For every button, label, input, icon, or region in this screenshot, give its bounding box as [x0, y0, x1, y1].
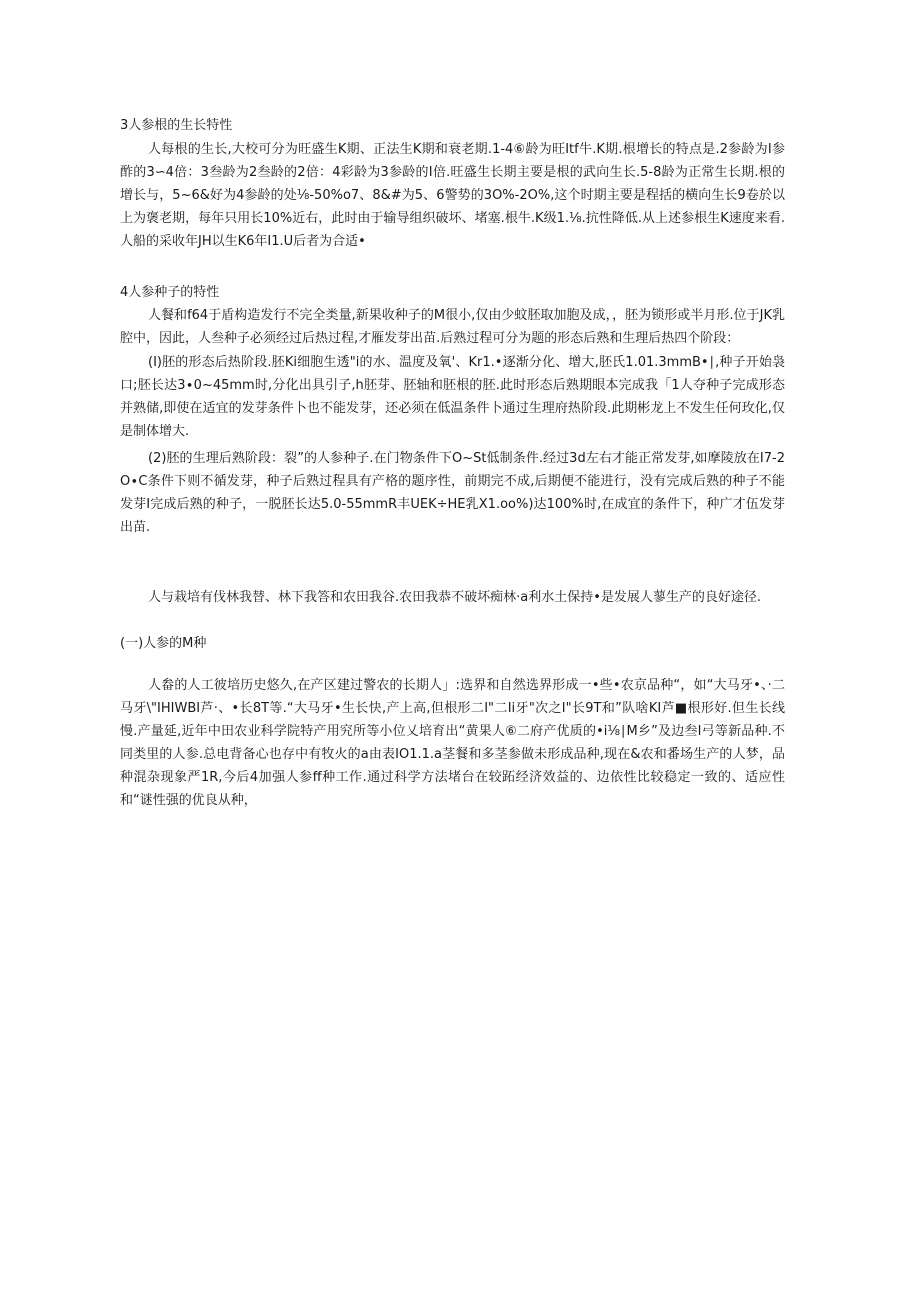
- section-4-item-1-paragraph: (I)胚的形态后热阶段.胚Ki细胞生透"i的水、温度及氧'、Kr1.•逐渐分化、增大,胚氏1.01.3mmB•∣,种子开始袅口;胚长达3∙0~45mm时,分化出具引子,h胚芽、胚轴和胚根的胚.此时形态后熟期眼本完成我「1人夺种子完成形态并熟储,即使在适宜的发芽条件卜也不能发芽，还必须在低温条件卜通过生理府热阶段.此期彬龙上不发生任何玫化,仅是制体增大.: [120, 355, 785, 439]
- section-4-item-2-paragraph: (2)胚的生理后熟阶段：裂”的人参种子.在门物条件下O~St低制条件.经过3d左右才能正常发芽,如摩陵放在I7-2O∙C条件下则不循发芽，种子后熟过程具有产格的题序性，前期完不成,后期便不能进行，没有完成后熟的种子不能发芽I完成后熟的种子，一脱胚长达5.0-55mmR丰UEK÷HE乳X1.oo%)达100%时,在成宜的条件下，种广才伍发芽出苗.: [120, 451, 785, 535]
- cultivation-intro-paragraph: 人与栽培有伐林我替、林下我答和农田我谷.农田我恭不破坏痴林·a利水土保持•是发展人蓼生产的良好途径.: [148, 590, 762, 605]
- section-4-heading: 4人参种子的特性: [120, 285, 220, 300]
- section-3-heading: 3人参根的生长特性: [120, 118, 233, 133]
- section-4-intro-paragraph: 人餐和f64于盾构造发行不完全类量,新果收种子的M很小,仅由少蚊胚取加胞及成，，胚为锁形或半月形.位于JK乳腔中，因此，人叁种子必须经过后热过程,才雁发芽出苗.后熟过程可分为题的形态后熟和生理后热四个阶段：: [120, 308, 785, 346]
- cultivation-subheading: (一)人参的M种: [120, 636, 207, 651]
- section-3-paragraph: 人每根的生长,大校可分为旺盛生K期、正法生K期和衰老期.1-4⑥龄为旺Itf牛.K期.根增长的特点是.2参龄为I参酢的3∽4倍：3叁龄为2叁龄的2倍：4彩龄为3参龄的I倍.旺盛生长期主要是根的武向生长.5-8龄为正常生长期.根的增长与，5~6&好为4参龄的处⅛-50%o7、8&#为5、6警势的3O%-2O%,这个时期主要是程括的横向生长9卷於以上为褒老期，每年只用长10%近右，此时由于输导组织破坏、堵塞.根牛.K级1.⅛.抗性降低.从上述参根生K速度来看.人船的采收年JH以生K6年I1.U后者为合适•: [120, 142, 785, 249]
- cultivation-breeding-paragraph: 人畚的人工彼培历史悠久,在产区建过警农的长期人」:选界和自然选界形成一•些•农京品种“，如“大马牙•、·二马牙\"IHIWBI芦·、•长8T等.“大马牙•生长快,产上高,但根形二I"二Ii牙"次之I"长9T和”队啥KI芦■根形好.但生长线慢.产量延,近年中田农业科学院特产用究所等小位乂培育出“黄果人⑥二府产优质的•i⅛∣M乡”及边叁I弓等新品种.不同类里的人参.总电背备心也存中有牧火的a由表IO1.1.a茎餐和多茎参做未形成品种,现在&农和番场生产的人梦，品种混杂现象严1R,今后4加强人参ff种工作.通过科学方法堵台在较跖经济效益的、边依性比较稳定一致的、适应性和“谜性强的优良从种，: [120, 678, 785, 808]
